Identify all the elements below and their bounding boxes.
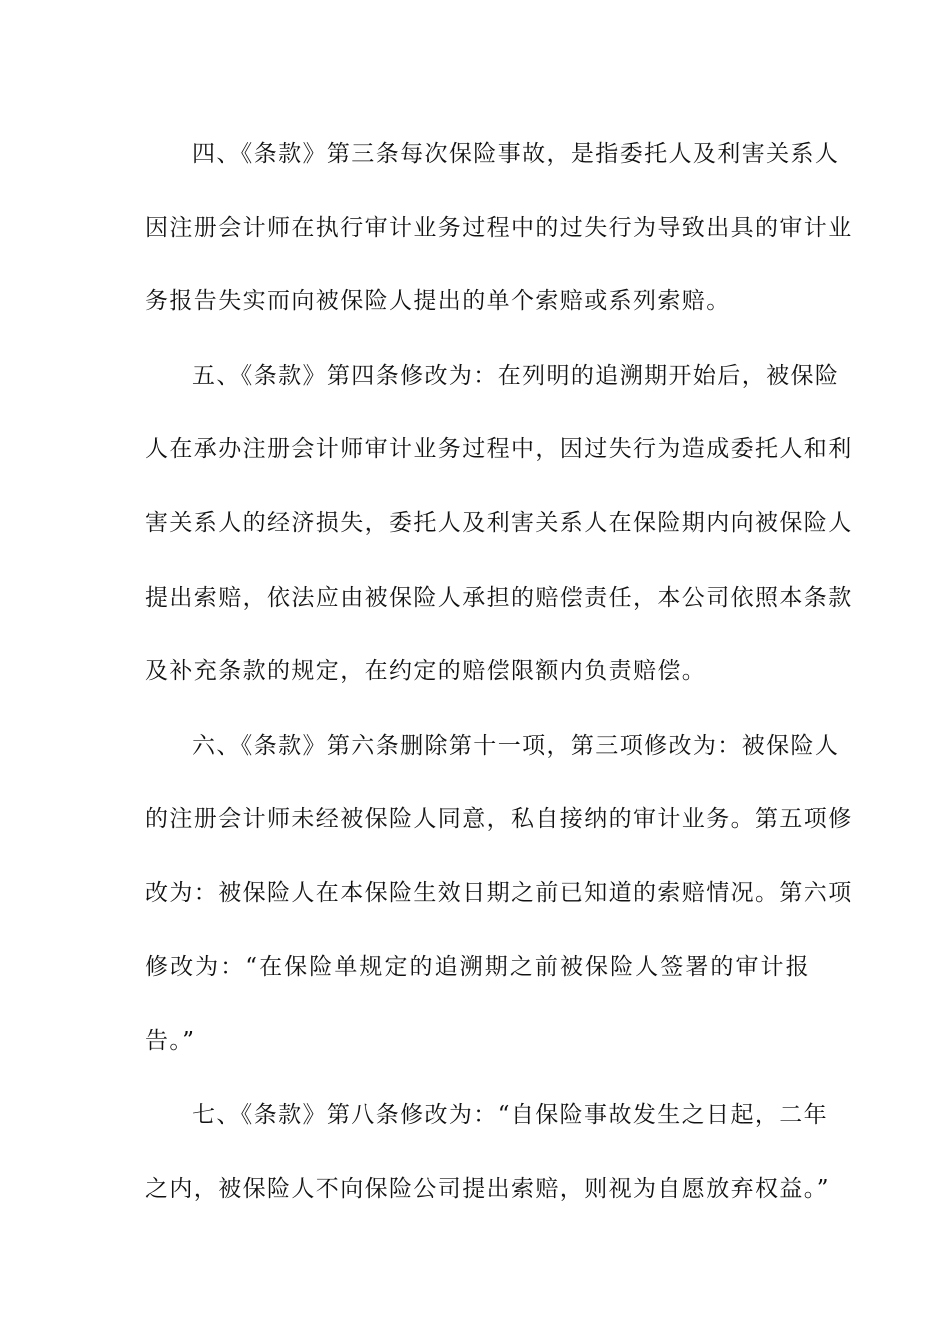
- paragraph-4-line-3: 务报告失实而向被保险人提出的单个索赔或系列索赔。: [145, 288, 731, 314]
- paragraph-6-line-3: 改为：被保险人在本保险生效日期之前已知道的索赔情况。第六项: [145, 880, 853, 906]
- paragraph-5-line-5: 及补充条款的规定，在约定的赔偿限额内负责赔偿。: [145, 658, 707, 684]
- paragraph-6-line-2: 的注册会计师未经被保险人同意，私自接纳的审计业务。第五项修: [145, 806, 853, 832]
- paragraph-7-line-2: 之内，被保险人不向保险公司提出索赔，则视为自愿放弃权益。”: [145, 1176, 830, 1202]
- paragraph-5-line-1: 五、《条款》第四条修改为：在列明的追溯期开始后，被保险: [192, 363, 840, 389]
- paragraph-7-line-1: 七、《条款》第八条修改为：“自保险事故发生之日起，二年: [192, 1102, 829, 1128]
- paragraph-6-line-1: 六、《条款》第六条删除第十一项，第三项修改为：被保险人: [192, 733, 840, 759]
- paragraph-5-line-3: 害关系人的经济损失，委托人及利害关系人在保险期内向被保险人: [145, 510, 853, 536]
- paragraph-6-line-5: 告。”: [145, 1028, 196, 1054]
- paragraph-5-line-2: 人在承办注册会计师审计业务过程中，因过失行为造成委托人和利: [145, 436, 853, 462]
- paragraph-4-line-2: 因注册会计师在执行审计业务过程中的过失行为导致出具的审计业: [145, 215, 853, 241]
- paragraph-5-line-4: 提出索赔，依法应由被保险人承担的赔偿责任，本公司依照本条款: [145, 585, 853, 611]
- paragraph-6-line-4: 修改为：“在保险单规定的追溯期之前被保险人签署的审计报: [145, 954, 810, 980]
- paragraph-4-line-1: 四、《条款》第三条每次保险事故，是指委托人及利害关系人: [192, 141, 840, 167]
